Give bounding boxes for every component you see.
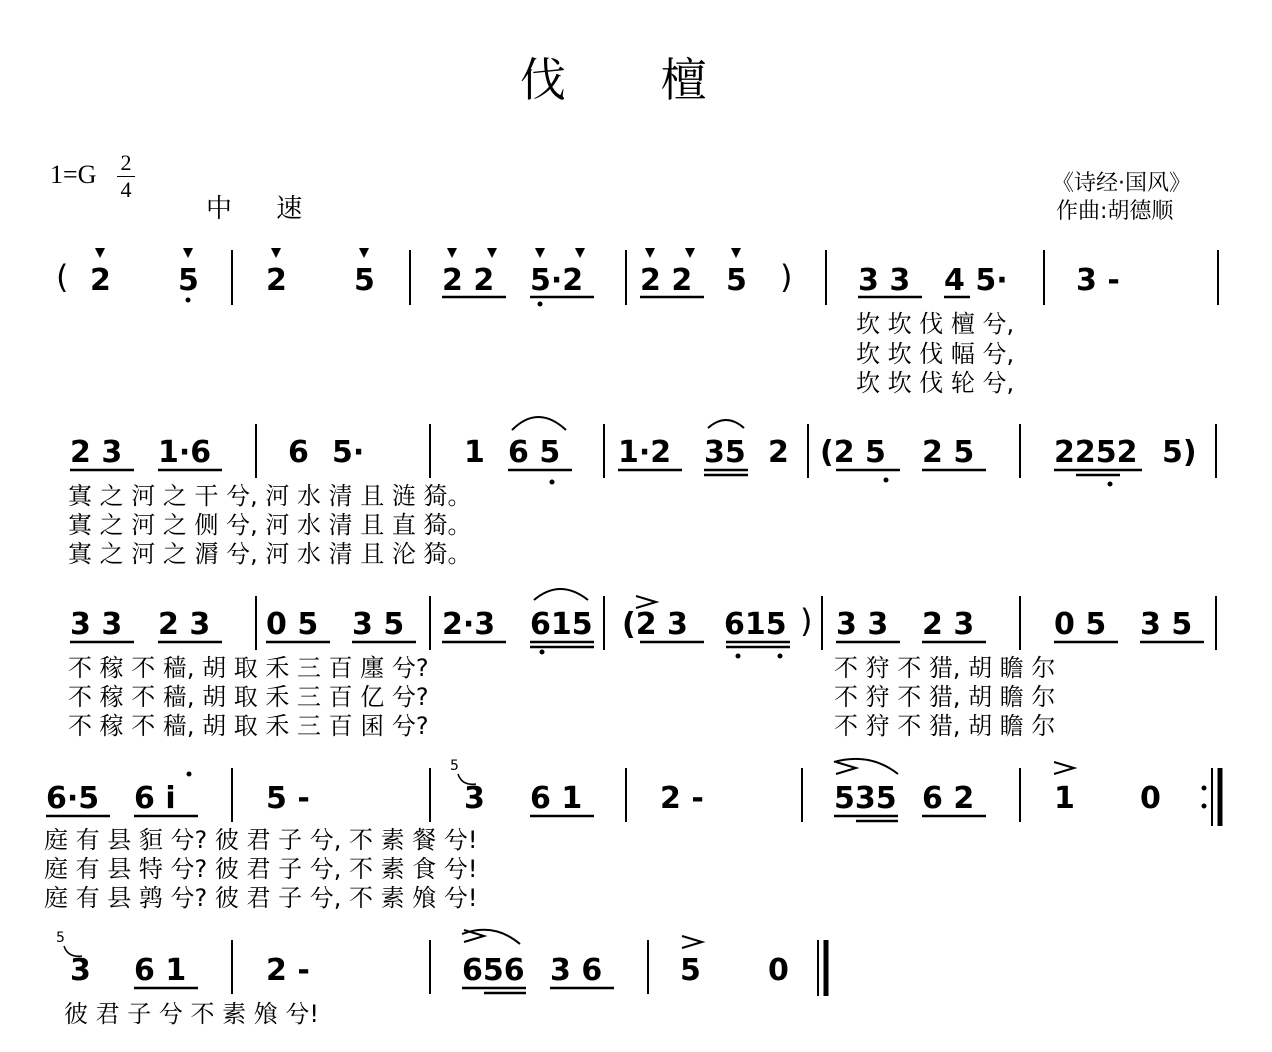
note: 3 5 <box>1140 607 1193 642</box>
note: 3 5 <box>352 607 405 642</box>
accent-marks <box>95 248 741 258</box>
note: 2 - <box>266 953 310 988</box>
line-5 <box>56 930 826 1028</box>
note: 3 <box>70 953 91 988</box>
line-1 <box>56 248 1218 397</box>
note: 3 3 <box>836 607 889 642</box>
low-dot <box>540 650 545 655</box>
note: 3 3 <box>858 263 911 298</box>
note: 5) <box>1162 435 1197 470</box>
note: 6 i <box>134 781 176 816</box>
note: 5 <box>680 953 701 988</box>
grace-note: 5 <box>450 758 459 774</box>
note: 0 <box>1140 781 1161 816</box>
low-dot <box>550 480 555 485</box>
note: 5·2 <box>530 263 584 298</box>
key-signature: 1=G <box>50 160 97 189</box>
low-dot <box>736 654 741 659</box>
accent-mark <box>464 930 484 942</box>
note: 6 2 <box>922 781 975 816</box>
note: 6·5 <box>46 781 100 816</box>
note: 5 - <box>266 781 310 816</box>
note: 3 - <box>1076 263 1120 298</box>
meter-bottom: 4 <box>120 177 132 202</box>
note: 35 <box>704 435 746 470</box>
accent-mark <box>836 762 856 774</box>
lyric-verse-2: 寘 之 河 之 侧 兮, 河 水 清 且 直 猗。 <box>68 511 472 539</box>
accent-mark <box>1054 762 1074 774</box>
lyric-verse-1-right: 不 狩 不 猎, 胡 瞻 尔 <box>834 654 1056 682</box>
line-3 <box>68 589 1216 740</box>
low-dot <box>1108 482 1113 487</box>
lyric-verse-2: 不 稼 不 穑, 胡 取 禾 三 百 亿 兮? <box>68 683 429 711</box>
note: 5 <box>726 263 747 298</box>
note: (2 5 <box>820 435 886 470</box>
note: 0 5 <box>1054 607 1107 642</box>
note: 5 <box>178 263 199 298</box>
note: 2 - <box>660 781 704 816</box>
note: 2 <box>90 263 111 298</box>
note: 2 3 <box>158 607 211 642</box>
lyric-verse-1: 不 稼 不 穑, 胡 取 禾 三 百 廛 兮? <box>68 654 429 682</box>
note: 2 2 <box>640 263 693 298</box>
accent-mark <box>682 936 702 948</box>
lyric-verse-1: 寘 之 河 之 干 兮, 河 水 清 且 涟 猗。 <box>68 482 472 510</box>
note: 2 5 <box>922 435 975 470</box>
low-dot <box>186 298 191 303</box>
high-dot <box>187 772 192 777</box>
lyric-verse-1: 庭 有 县 貆 兮? 彼 君 子 兮, 不 素 餐 兮! <box>44 826 478 854</box>
meter-top: 2 <box>120 150 132 175</box>
lyric-verse-3: 寘 之 河 之 漘 兮, 河 水 清 且 沦 猗。 <box>68 540 472 568</box>
lyric-verse-2: 坎 坎 伐 幅 兮, <box>856 340 1015 368</box>
note: 535 <box>834 781 897 816</box>
note: 6 1 <box>134 953 187 988</box>
song-title: 伐 檀 <box>520 53 747 107</box>
note: 615 <box>530 607 593 642</box>
note: 1·6 <box>158 435 212 470</box>
note: 2·3 <box>442 607 496 642</box>
note: 1 <box>1054 781 1075 816</box>
line-4 <box>44 758 1220 912</box>
open-paren: ( <box>56 258 69 296</box>
note: 2 3 <box>70 435 123 470</box>
close-paren: ) <box>800 602 813 640</box>
repeat-dot <box>1202 786 1207 791</box>
note: 3 <box>464 781 485 816</box>
note: 0 <box>768 953 789 988</box>
note: 3 3 <box>70 607 123 642</box>
note: 0 5 <box>266 607 319 642</box>
low-dot <box>884 478 889 483</box>
lyrics-source: 《诗经·国风》 <box>1052 171 1191 196</box>
lyric-verse-partial: 彼 君 子 兮 不 素 飧 兮! <box>64 1000 320 1028</box>
tempo-marking: 中 速 <box>206 194 321 224</box>
slur <box>534 589 588 600</box>
lyric-verse-3: 庭 有 县 鹑 兮? 彼 君 子 兮, 不 素 飧 兮! <box>44 884 478 912</box>
lyric-verse-1: 坎 坎 伐 檀 兮, <box>856 310 1015 338</box>
note: 2 <box>266 263 287 298</box>
note: 1·2 <box>618 435 672 470</box>
slur <box>512 417 566 430</box>
note: 3 6 <box>550 953 603 988</box>
close-paren: ) <box>780 258 793 296</box>
lyric-verse-2: 庭 有 县 特 兮? 彼 君 子 兮, 不 素 食 兮! <box>44 855 478 883</box>
note: 2 2 <box>442 263 495 298</box>
repeat-dot <box>1202 804 1207 809</box>
lyric-verse-2-right: 不 狩 不 猎, 胡 瞻 尔 <box>834 683 1056 711</box>
line-2 <box>68 417 1216 568</box>
note: 615 <box>724 607 787 642</box>
note: 6 <box>288 435 309 470</box>
note: 1 <box>464 435 485 470</box>
note: 5 <box>354 263 375 298</box>
note: (2 3 <box>622 607 688 642</box>
note: 6 1 <box>530 781 583 816</box>
lyric-verse-3-right: 不 狩 不 猎, 胡 瞻 尔 <box>834 712 1056 740</box>
composer-credit: 作曲:胡德顺 <box>1056 199 1174 224</box>
low-dot <box>778 654 783 659</box>
lyric-verse-3: 不 稼 不 穑, 胡 取 禾 三 百 囷 兮? <box>68 712 429 740</box>
lyric-verse-3: 坎 坎 伐 轮 兮, <box>856 369 1015 397</box>
note: 5· <box>332 435 365 470</box>
note: 2 <box>768 435 789 470</box>
grace-note: 5 <box>56 930 65 946</box>
low-dot <box>538 302 543 307</box>
note: 6 5 <box>508 435 561 470</box>
note: 2252 <box>1054 435 1138 470</box>
note: 4 5· <box>944 263 1008 298</box>
note: 656 <box>462 953 525 988</box>
slur <box>708 420 744 428</box>
note: 2 3 <box>922 607 975 642</box>
